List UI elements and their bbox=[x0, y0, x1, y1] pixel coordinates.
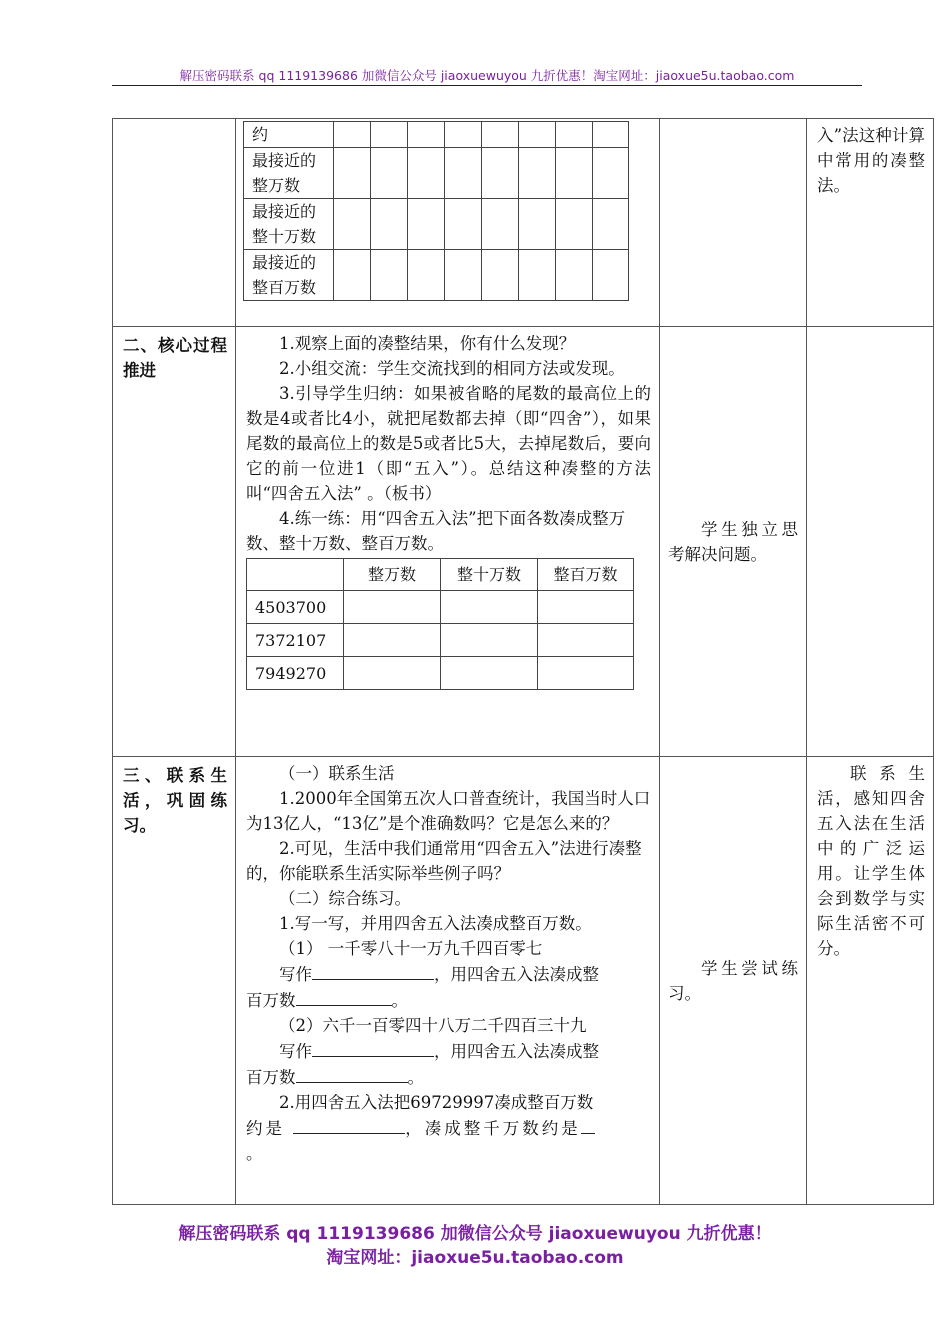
paragraph: 2.小组交流：学生交流找到的相同方法或发现。 bbox=[279, 359, 625, 378]
grid-label: 约 bbox=[244, 122, 334, 148]
answer-line: 写作 ，用四舍五入法凑成整 bbox=[246, 961, 651, 987]
row0-stage-cell bbox=[113, 119, 236, 327]
row1-student-cell bbox=[660, 327, 807, 757]
rounding-grid bbox=[243, 121, 629, 301]
purpose-text: 入”法这种计算中常用的凑整法。 bbox=[817, 126, 925, 195]
practice-table bbox=[246, 558, 634, 690]
practice-number: 4503700 bbox=[247, 591, 344, 624]
student-activity: 学生尝试练习。 bbox=[668, 958, 798, 1003]
practice-number: 7372107 bbox=[247, 624, 344, 657]
stage-label: 二、核心过程推进 bbox=[113, 327, 236, 757]
header-rule bbox=[112, 85, 862, 86]
practice-header bbox=[247, 559, 344, 591]
question: （2）六千一百零四十八万二千四百三十九 bbox=[279, 1016, 587, 1035]
lesson-table bbox=[112, 118, 934, 1205]
answer-line: 。 bbox=[246, 1144, 263, 1163]
header-contact: 解压密码联系 qq 1119139686 加微信公众号 jiaoxuewuyou 九折优惠！淘宝网址：jiaoxue5u.taobao.com bbox=[179, 68, 795, 83]
practice-number: 7949270 bbox=[247, 657, 344, 690]
answer-blank[interactable] bbox=[296, 1064, 408, 1083]
answer-blank[interactable] bbox=[581, 1115, 595, 1134]
footer-line-1: 解压密码联系 qq 1119139686 加微信公众号 jiaoxuewuyou 九折优惠！ bbox=[178, 1224, 772, 1244]
row0-content-cell bbox=[236, 119, 660, 327]
practice-header: 整万数 bbox=[344, 559, 441, 591]
section-heading: （一）联系生活 bbox=[279, 764, 395, 783]
question: 2.用四舍五入法把69729997凑成整百万数 bbox=[279, 1093, 594, 1112]
row2-student-cell bbox=[660, 757, 807, 1205]
row1-purpose-cell bbox=[807, 327, 934, 757]
row0-purpose-cell bbox=[807, 119, 934, 327]
answer-blank[interactable] bbox=[312, 1038, 434, 1057]
answer-line: 约是 ，凑成整千万数约是 bbox=[246, 1115, 651, 1141]
row0-student-cell bbox=[660, 119, 807, 327]
row2-purpose-cell bbox=[807, 757, 934, 1205]
row1-content-cell bbox=[236, 327, 660, 757]
paragraph: 3.引导学生归纳：如果被省略的尾数的最高位上的数是4或者比4小，就把尾数都去掉（即“四舍”），如果尾数的最高位上的数是5或者比5大，去掉尾数后，要向它的前一位进1（即“五入”）。总结这种凑整的方法叫“四舍五入法” 。（板书） bbox=[246, 384, 651, 503]
answer-blank[interactable] bbox=[312, 961, 434, 980]
paragraph: 4.练一练：用“四舍五入法”把下面各数凑成整万数、整十万数、整百万数。 bbox=[246, 509, 626, 553]
footer-line-2: 淘宝网址：jiaoxue5u.taobao.com bbox=[326, 1248, 624, 1268]
paragraph: 1.观察上面的凑整结果，你有什么发现？ bbox=[279, 334, 576, 353]
grid-label: 最接近的整万数 bbox=[244, 148, 334, 199]
grid-label: 最接近的整十万数 bbox=[244, 199, 334, 250]
paragraph: 2.可见，生活中我们通常用“四舍五入”法进行凑整的，你能联系生活实际举些例子吗？ bbox=[246, 839, 642, 883]
section-heading: （二）综合练习。 bbox=[279, 889, 411, 908]
grid-label: 最接近的整百万数 bbox=[244, 250, 334, 301]
paragraph: 1.2000年全国第五次人口普查统计，我国当时人口为13亿人，“13亿”是个准确数吗？它是怎么来的？ bbox=[246, 789, 651, 833]
answer-line: 百万数 。 bbox=[246, 987, 651, 1013]
purpose-text: 联系生活，感知四舍五入法在生活中的广泛运用。让学生体会到数学与实际生活密不可分。 bbox=[817, 764, 925, 958]
answer-blank[interactable] bbox=[293, 1115, 405, 1134]
answer-line: 百万数 。 bbox=[246, 1064, 651, 1090]
stage-label: 三、联系生活，巩固练习。 bbox=[113, 757, 236, 1205]
answer-blank[interactable] bbox=[296, 987, 392, 1006]
question: 1.写一写，并用四舍五入法凑成整百万数。 bbox=[279, 914, 592, 933]
student-activity: 学生独立思考解决问题。 bbox=[668, 519, 798, 564]
answer-line: 写作 ，用四舍五入法凑成整 bbox=[246, 1038, 651, 1064]
practice-header: 整百万数 bbox=[538, 559, 634, 591]
row2-content-cell bbox=[236, 757, 660, 1205]
practice-header: 整十万数 bbox=[441, 559, 538, 591]
question: （1） 一千零八十一万九千四百零七 bbox=[279, 939, 543, 958]
